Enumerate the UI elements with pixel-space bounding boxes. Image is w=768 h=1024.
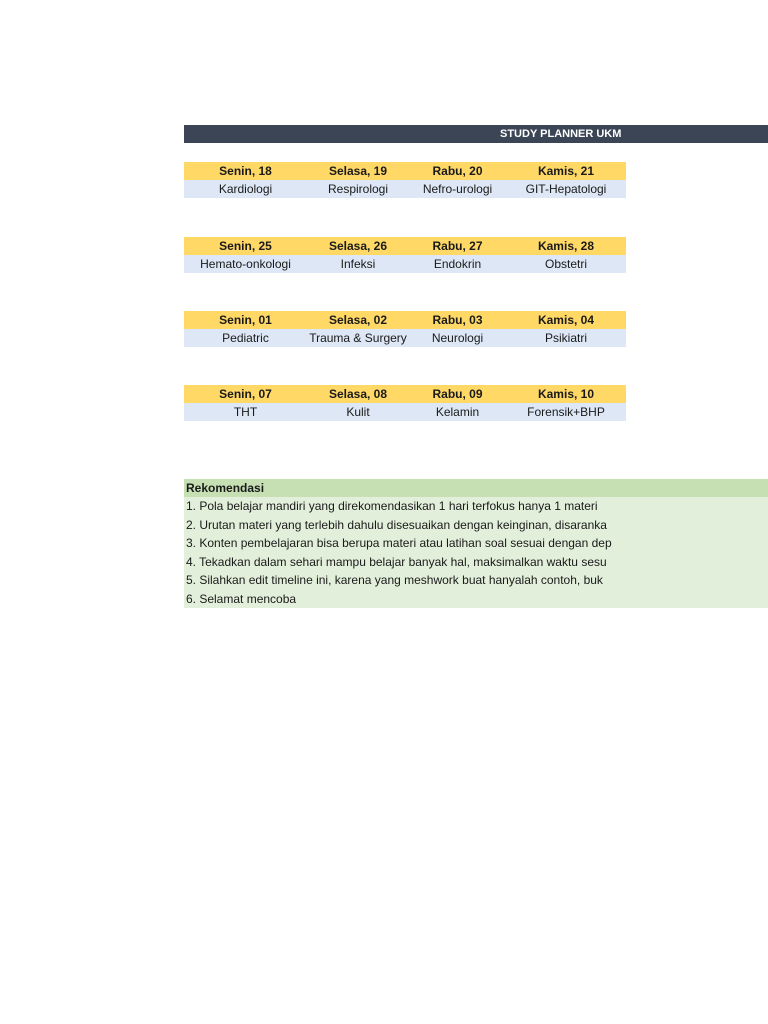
topic-cell: Psikiatri [544,331,587,345]
topic-row [184,403,626,421]
day-cell: Kamis, 10 [537,387,595,401]
day-cell: Senin, 01 [219,313,272,327]
day-cell: Kamis, 21 [537,164,595,178]
day-row [184,385,626,403]
topic-row [184,329,626,347]
topic-cell: Trauma & Surgery [309,331,407,345]
topic-cell: Hemato-onkologi [200,257,291,271]
day-cell: Selasa, 02 [328,313,388,327]
day-cell: Kamis, 28 [537,239,595,253]
recommendation-item: 2. Urutan materi yang terlebih dahulu disesuaikan dengan keinginan, disaranka [186,517,607,532]
topic-cell: Neurologi [431,331,484,345]
day-cell: Rabu, 20 [432,164,483,178]
day-row [184,162,626,180]
recommendation-item: 1. Pola belajar mandiri yang direkomendasikan 1 hari terfokus hanya 1 materi [186,499,598,513]
recommendation-item: 3. Konten pembelajaran bisa berupa materi atau latihan soal sesuai dengan dep [186,536,612,550]
day-cell: Kamis, 04 [537,313,595,327]
recommendation-list [184,497,768,608]
day-cell: Senin, 07 [219,387,272,401]
day-row [184,311,626,329]
day-cell: Selasa, 08 [328,387,388,401]
topic-cell: Kulit [346,405,370,419]
title-bar [184,125,768,143]
day-cell: Senin, 25 [219,239,272,253]
day-cell: Rabu, 03 [432,313,483,327]
page-title: STUDY PLANNER UKM [500,128,622,140]
topic-cell: Obstetri [544,257,587,271]
topic-cell: GIT-Hepatologi [525,182,607,196]
topic-row [184,255,626,273]
week-block-2 [184,237,626,273]
week-block-1 [184,162,626,198]
topic-cell: Pediatric [222,331,269,345]
recommendation-item: 4. Tekadkan dalam sehari mampu belajar banyak hal, maksimalkan waktu sesu [186,554,607,569]
recommendation-header: Rekomendasi [184,479,768,497]
day-cell: Selasa, 26 [328,239,388,253]
topic-cell: Kardiologi [218,182,273,196]
topic-cell: THT [233,405,258,419]
topic-cell: Infeksi [340,257,376,271]
week-block-3 [184,311,626,347]
day-cell: Rabu, 09 [432,387,483,401]
topic-cell: Endokrin [433,257,482,271]
recommendation-item: 6. Selamat mencoba [186,591,297,606]
topic-cell: Nefro-urologi [422,182,493,196]
topic-cell: Forensik+BHP [527,405,605,419]
recommendation-item: 5. Silahkan edit timeline ini, karena yang meshwork buat hanyalah contoh, buk [186,573,603,587]
topic-cell: Kelamin [435,405,480,419]
day-row [184,237,626,255]
topic-cell: Respirologi [327,182,389,196]
topic-row [184,180,626,198]
week-block-4 [184,385,626,421]
day-cell: Selasa, 19 [328,164,388,178]
day-cell: Rabu, 27 [432,239,483,253]
day-cell: Senin, 18 [219,164,272,178]
